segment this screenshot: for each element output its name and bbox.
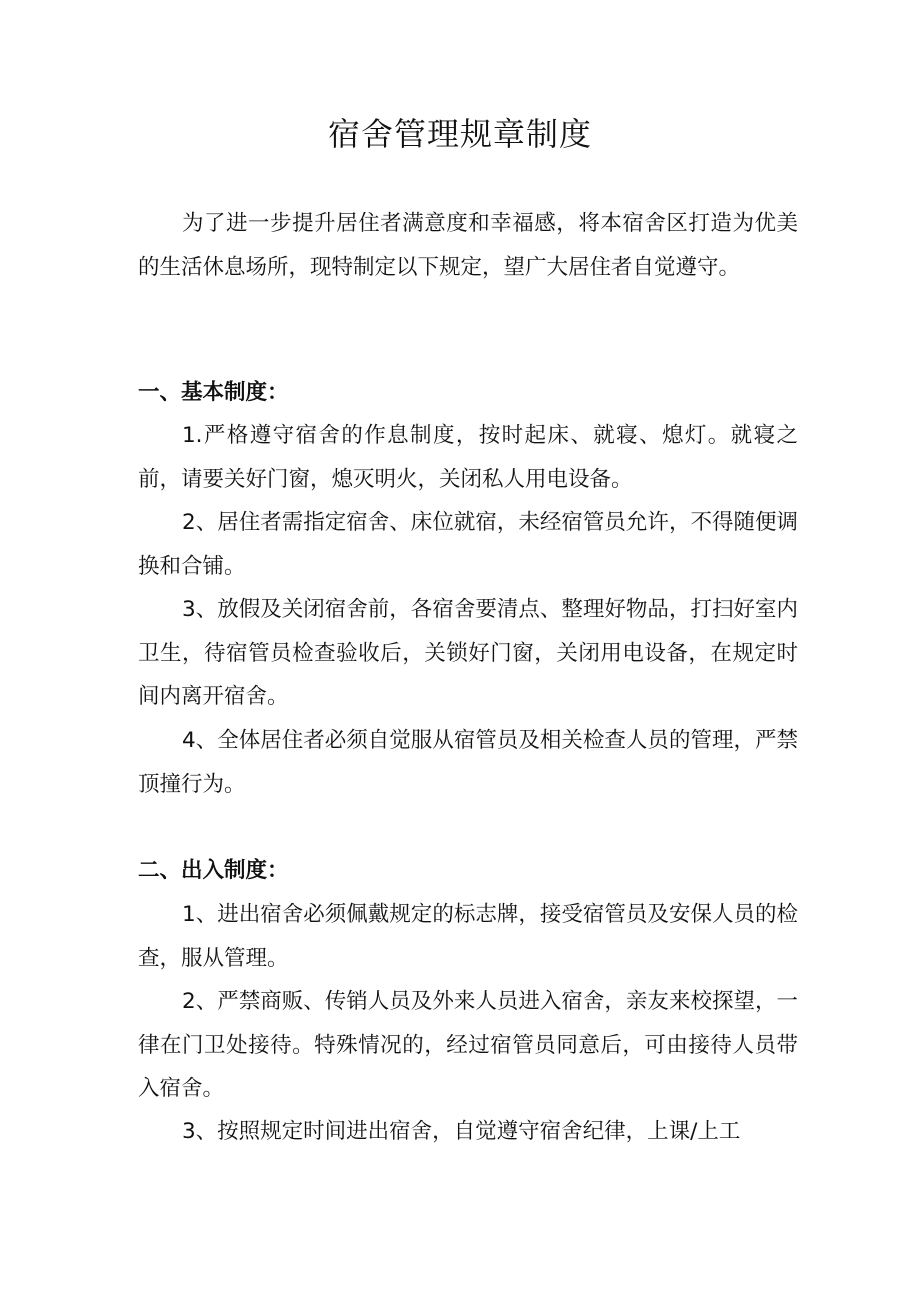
intro-paragraph: 为了进一步提升居住者满意度和幸福感，将本宿舍区打造为优美的生活休息场所，现特制定以下规定，望广大居住者自觉遵守。 <box>138 211 798 280</box>
section-basic-item-4: 4、全体居住者必须自觉服从宿管员及相关检查人员的管理，严禁顶撞行为。 <box>138 728 798 797</box>
section-entry-item-1: 1、进出宿舍必须佩戴规定的标志牌，接受宿管员及安保人员的检查，服从管理。 <box>138 902 798 971</box>
section-heading-entry: 二、出入制度： <box>138 858 289 883</box>
section-basic-item-2: 2、居住者需指定宿舍、床位就宿，未经宿管员允许，不得随便调换和合铺。 <box>138 510 798 579</box>
section-basic-item-3: 3、放假及关闭宿舍前，各宿舍要清点、整理好物品，打扫好室内卫生，待宿管员检查验收后，关锁好门窗，关闭用电设备，在规定时间内离开宿舍。 <box>138 597 798 709</box>
document-title: 宿舍管理规章制度 <box>327 115 592 153</box>
section-entry-item-2: 2、严禁商贩、传销人员及外来人员进入宿舍，亲友来校探望，一律在门卫处接待。特殊情况的，经过宿管员同意后，可由接待人员带入宿舍。 <box>138 989 798 1101</box>
section-heading-basic: 一、基本制度： <box>138 380 289 405</box>
section-entry-item-3: 3、按照规定时间进出宿舍，自觉遵守宿舍纪律，上课/上工 <box>182 1119 741 1144</box>
section-basic-item-1: 1.严格遵守宿舍的作息制度，按时起床、就寝、熄灯。就寝之前，请要关好门窗，熄灭明火，关闭私人用电设备。 <box>138 423 798 492</box>
